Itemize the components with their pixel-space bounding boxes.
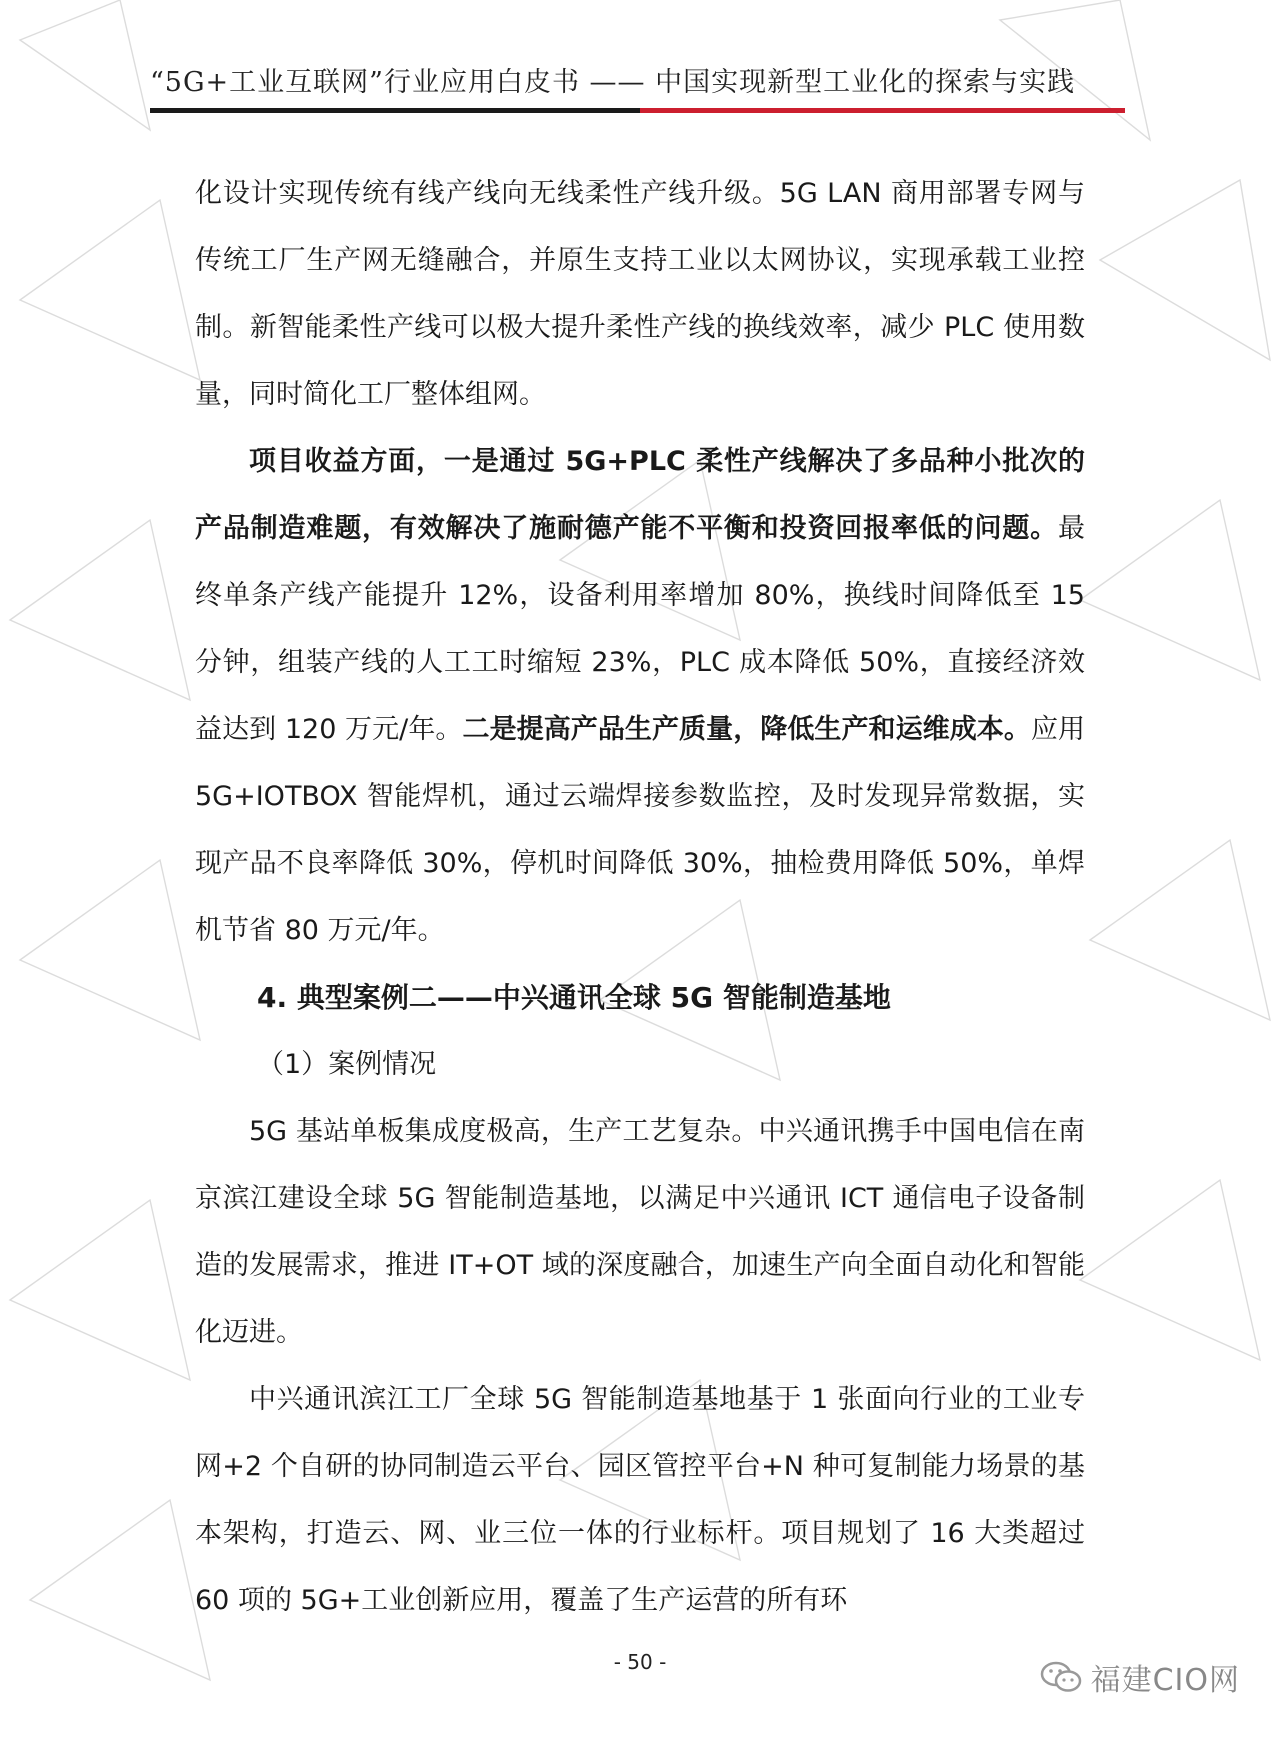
- paragraph-case-intro: 5G 基站单板集成度极高，生产工艺复杂。中兴通讯携手中国电信在南京滨江建设全球 5G 智能制造基地，以满足中兴通讯 ICT 通信电子设备制造的发展需求，推进 IT+OT 域的深度融合，加速生产向全面自动化和智能化迈进。: [195, 1116, 1085, 1348]
- paragraph-project-benefits: [195, 428, 1085, 964]
- section-heading-case-two: 4. 典型案例二——中兴通讯全球 5G 智能制造基地: [257, 981, 891, 1014]
- page-number: - 50 -: [613, 1650, 667, 1674]
- brand-text: 福建CIO网: [1090, 1663, 1240, 1698]
- page-content: [195, 160, 1085, 1634]
- wechat-icon: [1039, 1659, 1083, 1695]
- header-rule-red: [640, 108, 1125, 113]
- benefits-text-1: 最终单条产线产能提升 12%，设备利用率增加 80%，换线时间降低至 15 分钟，组装产线的人工工时缩短 23%，PLC 成本降低 50%，直接经济效益达到 120 万元/年。: [195, 513, 1085, 745]
- header-title: “5G+工业互联网”行业应用白皮书 —— 中国实现新型工业化的探索与实践: [150, 67, 1076, 98]
- header-rule-black: [150, 108, 640, 113]
- brand-watermark: [1039, 1655, 1240, 1699]
- benefits-text-2: 应用 5G+IOTBOX 智能焊机，通过云端焊接参数监控，及时发现异常数据，实现产品不良率降低 30%，停机时间降低 30%，抽检费用降低 50%，单焊机节省 80 万元/年。: [195, 714, 1086, 946]
- sub-heading-case-situation: （1）案例情况: [257, 1049, 437, 1080]
- benefits-bold-second: 二是提高产品生产质量，降低生产和运维成本。: [462, 714, 1031, 745]
- benefits-bold-lead: 项目收益方面，一是通过 5G+PLC 柔性产线解决了多品种小批次的产品制造难题，有效解决了施耐德产能不平衡和投资回报率低的问题。: [195, 446, 1085, 544]
- paragraph-flexible-line: 化设计实现传统有线产线向无线柔性产线升级。5G LAN 商用部署专网与传统工厂生产网无缝融合，并原生支持工业以太网协议，实现承载工业控制。新智能柔性产线可以极大提升柔性产线的换线效率，减少 PLC 使用数量，同时简化工厂整体组网。: [195, 178, 1085, 410]
- paragraph-case-architecture: 中兴通讯滨江工厂全球 5G 智能制造基地基于 1 张面向行业的工业专网+2 个自研的协同制造云平台、园区管控平台+N 种可复制能力场景的基本架构，打造云、网、业三位一体的行业标杆。项目规划了 16 大类超过 60 项的 5G+工业创新应用，覆盖了生产运营的所有环: [195, 1384, 1085, 1616]
